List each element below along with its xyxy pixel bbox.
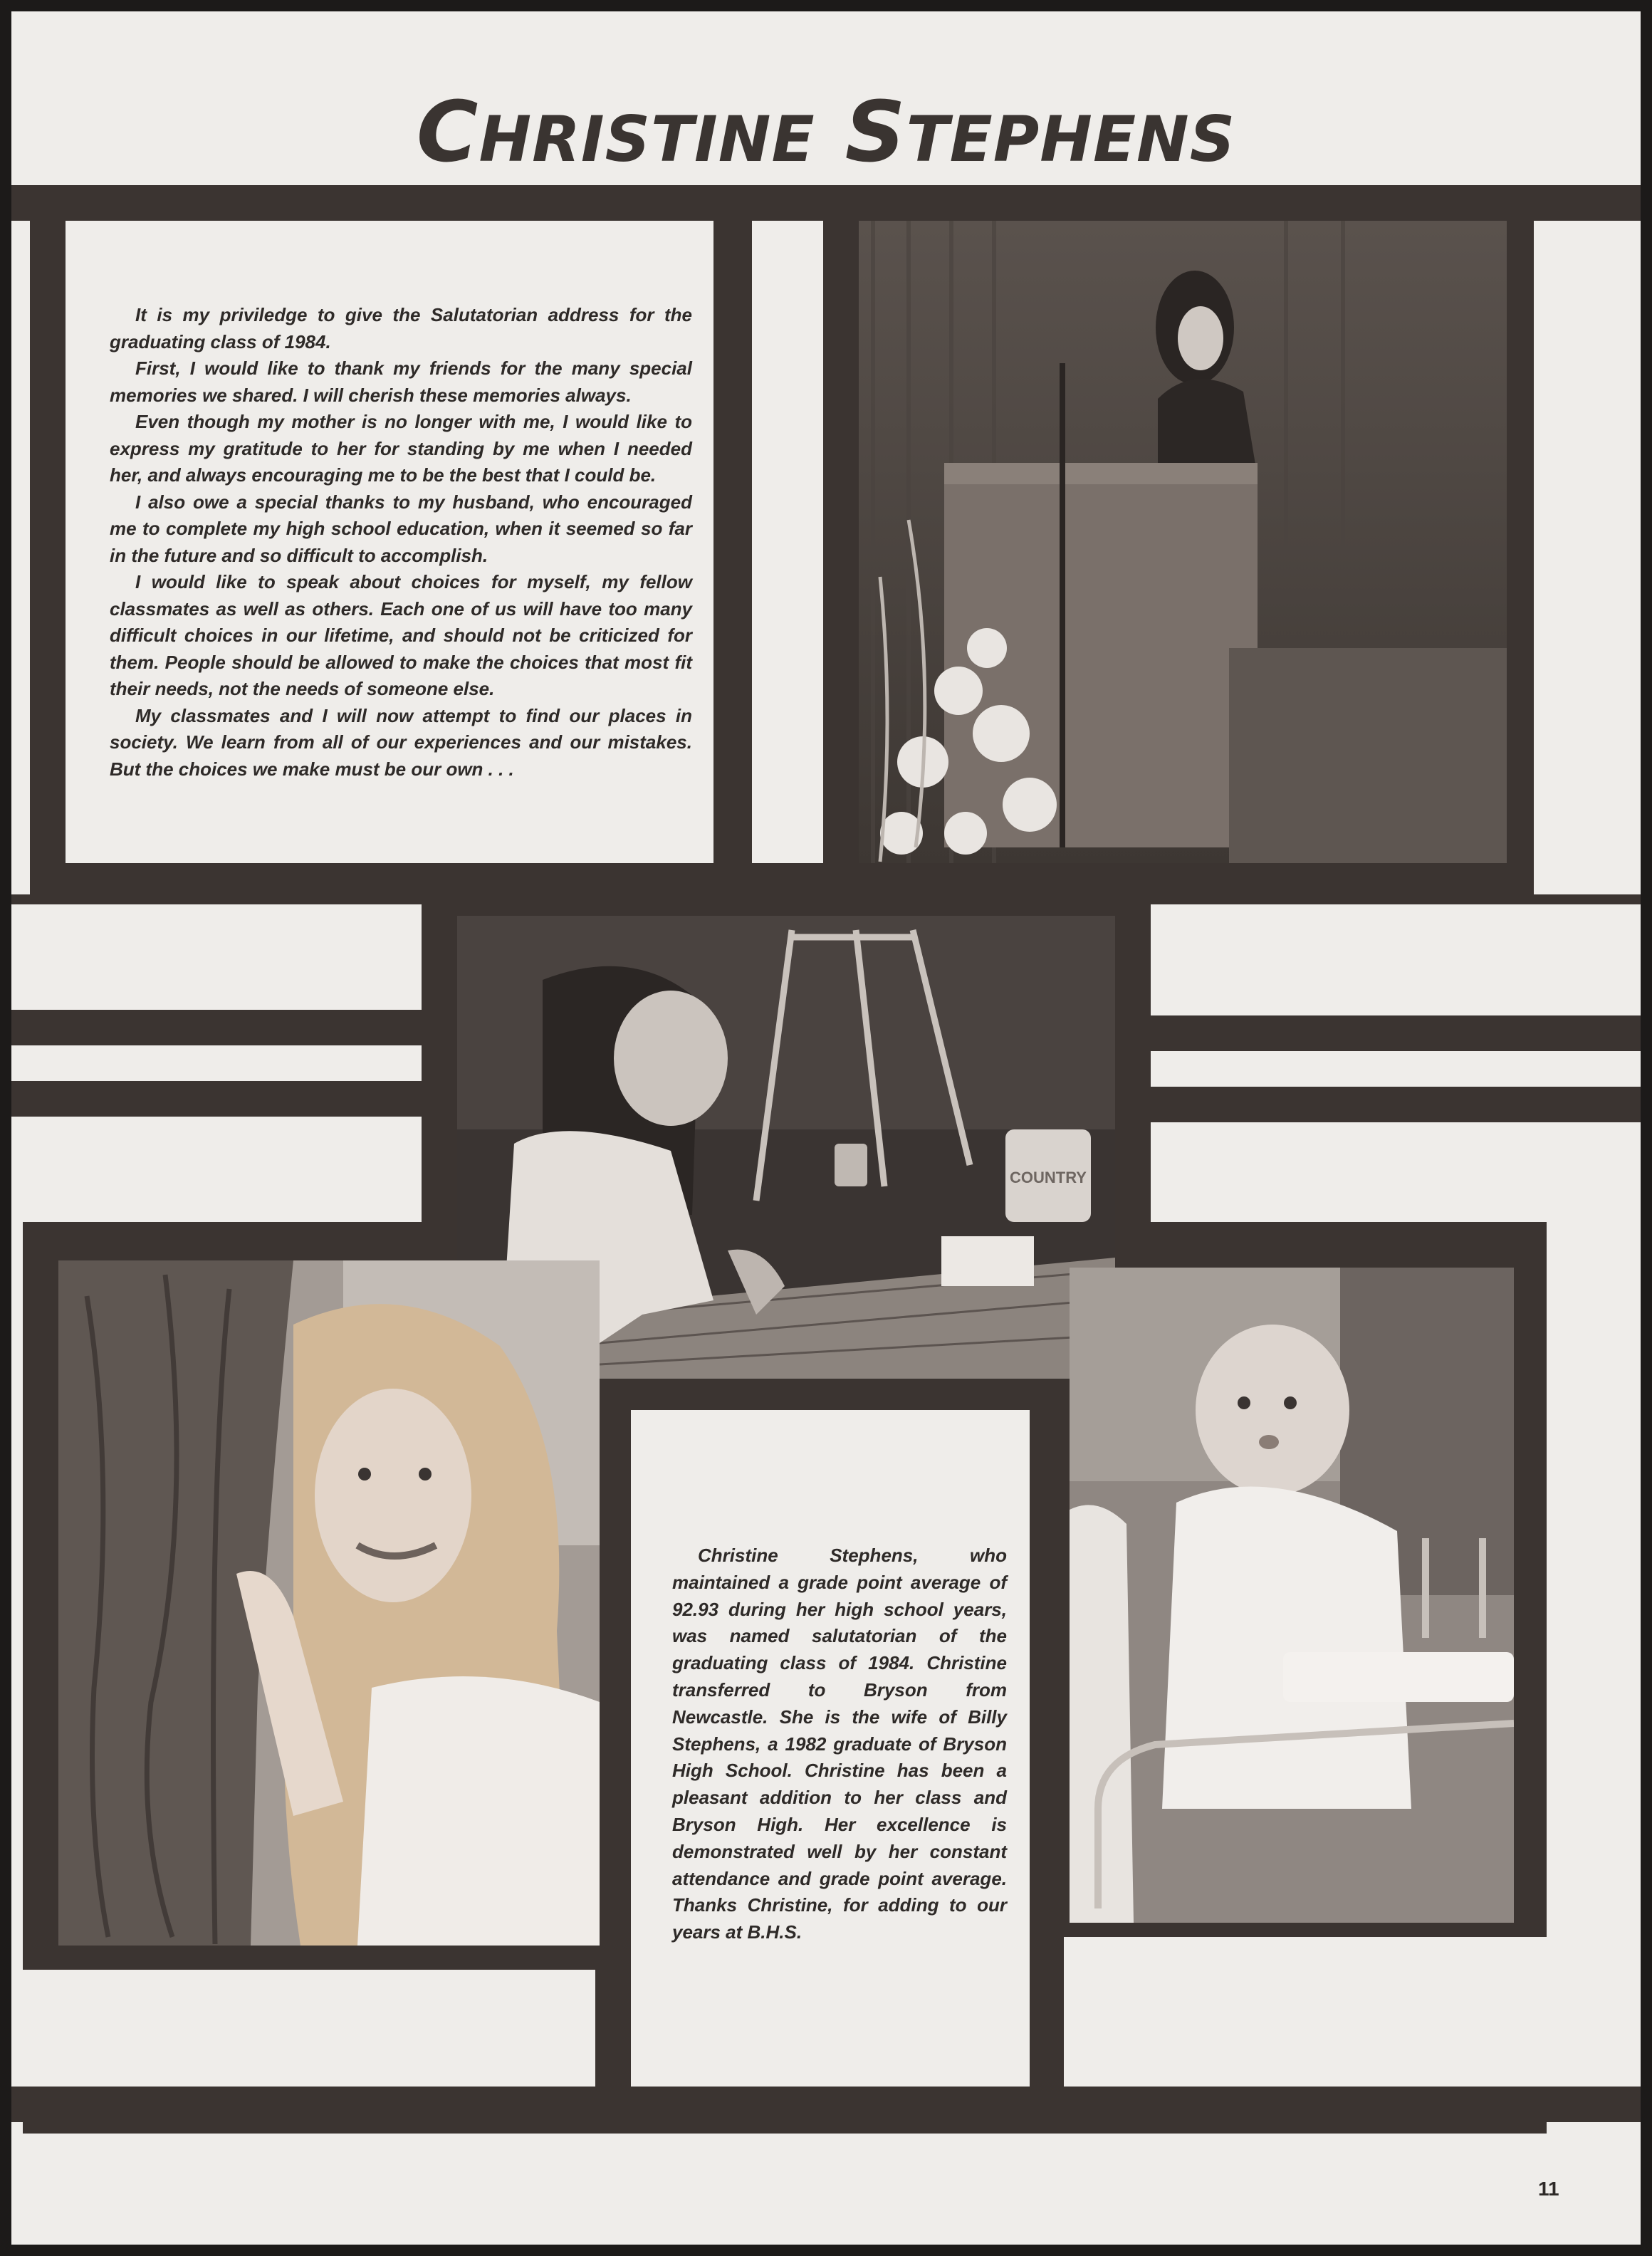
- stripe-left-upper: [11, 1010, 439, 1045]
- lower-left-panel: [11, 1970, 595, 2087]
- right-edge-panel: [1534, 221, 1641, 894]
- page-title: CHRISTINE STEPHENS: [416, 83, 1236, 181]
- address-paragraph: I also owe a special thanks to my husband, who encouraged me to complete my high school education, when it seemed so far in the future and so difficult to accomplish.: [110, 491, 692, 566]
- stripe-right-lower: [1136, 1087, 1641, 1122]
- photo-baby-in-highchair: [1070, 1268, 1514, 1923]
- gap-panel: [752, 221, 823, 863]
- address-paragraph: First, I would like to thank my friends for the many special memories we shared. I will cherish these memories always.: [110, 357, 692, 406]
- biography-caption: Christine Stephens, who maintained a grade point average of 92.93 during her high school years, was named salutatorian of the graduating class of 1984. Christine transferred to Bryson from Newcastle. She is the wife of Billy Stephens, a 1982 graduate of Bryson High School. Christine has been a pleasant addition to her class and Bryson High. Her excellence is demonstrated well by her constant attendance and grade point average. Thanks Christine, for adding to our years at B.H.S.: [672, 1545, 1007, 1943]
- page-number: 11: [1538, 2178, 1559, 2200]
- address-paragraph: I would like to speak about choices for myself, my fellow classmates as well as others. Each one of us will have too many difficult choices in our lifetime, and should not be criticized for them. People should be allowed to make the choices that most fit their needs, not the needs of someone else.: [110, 571, 692, 699]
- address-paragraph: Even though my mother is no longer with me, I would like to express my gratitude to her for standing by me when I needed her, and always encouraging me to be the best that I could be.: [110, 411, 692, 486]
- salutatorian-address: [110, 302, 692, 783]
- left-edge-strip: [11, 221, 30, 894]
- photo-podium-speech: [859, 221, 1507, 863]
- lower-right-panel: [1064, 1937, 1641, 2087]
- stripe-right-upper: [1136, 1015, 1641, 1051]
- stripe-left-lower: [11, 1081, 439, 1117]
- photo-smiling-by-tree: [58, 1260, 600, 1946]
- address-paragraph: My classmates and I will now attempt to find our places in society. We learn from all of our experiences and our mistakes. But the choices we make must be our own . . .: [110, 704, 692, 780]
- bucket-label: COUNTRY: [1010, 1169, 1087, 1186]
- address-paragraph: It is my priviledge to give the Salutatorian address for the graduating class of 1984.: [110, 304, 692, 352]
- yearbook-page: [11, 11, 1641, 2245]
- bottom-frame-bar: [11, 2087, 1641, 2122]
